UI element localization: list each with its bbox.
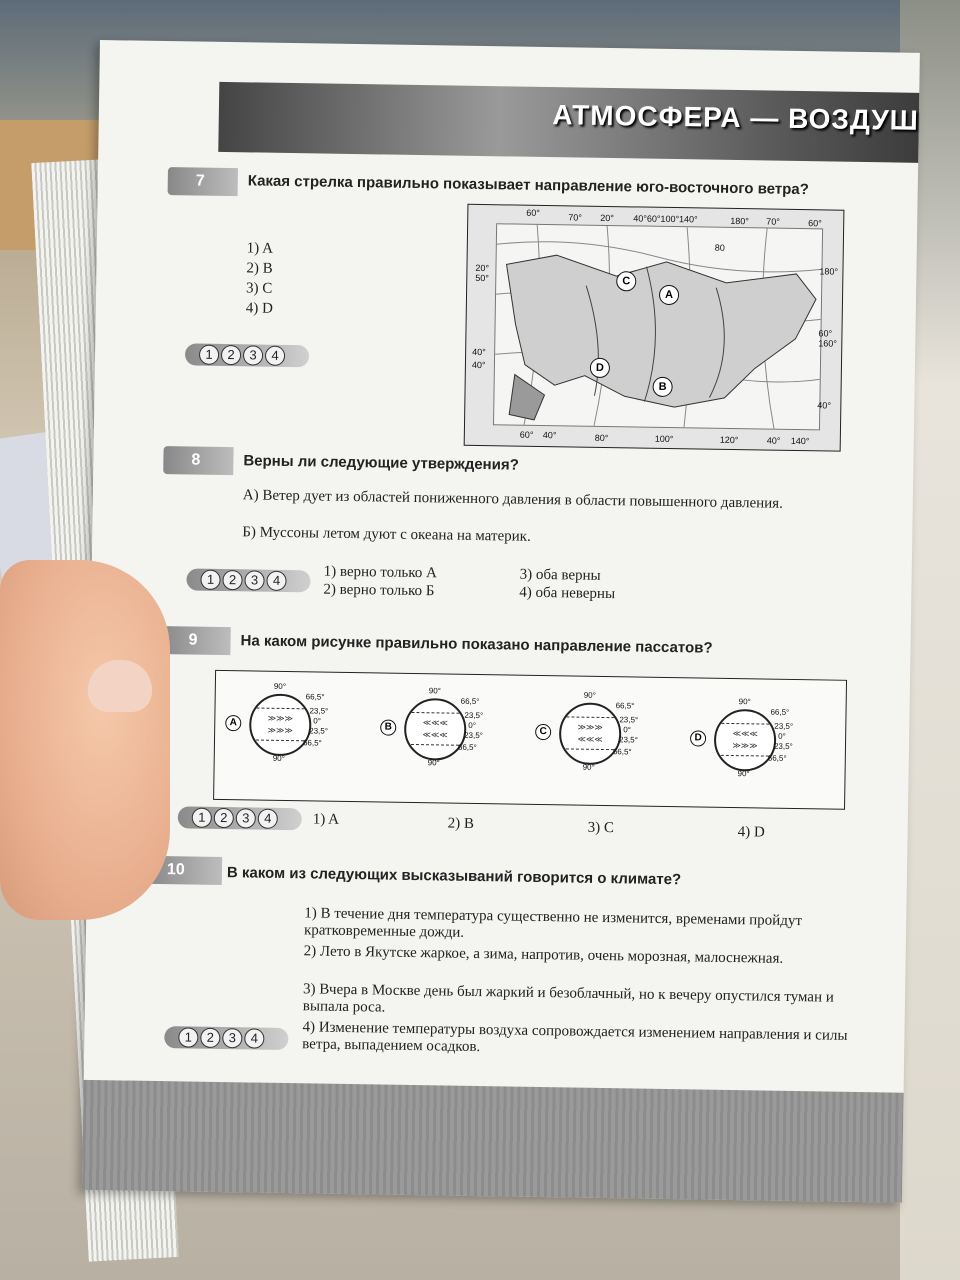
option: 3) C xyxy=(587,819,615,837)
globe-d: ≪≪≪ ≫≫≫ xyxy=(714,709,777,772)
globe-label: 23,5° xyxy=(774,721,794,731)
map-label: 80° xyxy=(594,432,609,444)
answer-option-1[interactable]: 1 xyxy=(192,808,212,828)
globe-label: 66,5° xyxy=(770,707,790,717)
option: 3) C xyxy=(245,280,273,297)
answer-selector[interactable] xyxy=(185,343,309,367)
map-label: 40°60°100°140° xyxy=(633,213,698,225)
option: 2) B xyxy=(246,260,273,277)
map-label: 60° xyxy=(519,429,534,440)
answer-option-3[interactable]: 3 xyxy=(236,808,256,828)
globe-label: 0° xyxy=(468,720,477,730)
globe-label: 0° xyxy=(313,716,322,726)
answer-option-1[interactable]: 1 xyxy=(200,570,220,590)
page-bottom-shadow xyxy=(82,1080,904,1203)
globe-label: 66,5° xyxy=(305,692,325,702)
map-label: 70° xyxy=(568,212,582,223)
answer-option-4[interactable]: 4 xyxy=(265,346,285,366)
map-marker-a: A xyxy=(659,285,679,305)
map-label: 40° xyxy=(471,359,486,371)
globe-label: 90° xyxy=(582,762,595,772)
globe-label: 66,5° xyxy=(457,742,477,753)
globe-label: 0° xyxy=(778,731,786,741)
map-label: 20° xyxy=(475,262,490,274)
page-header xyxy=(218,82,919,163)
globe-figure-d xyxy=(689,686,841,816)
globe-a: ≫≫≫ ≫≫≫ xyxy=(249,693,312,756)
globe-b: ≪≪≪ ≪≪≪ xyxy=(404,698,467,761)
question-number: 10 xyxy=(166,861,185,879)
answer-option-2[interactable]: 2 xyxy=(222,570,242,590)
globe-label: 23,5° xyxy=(309,706,329,716)
globe-letter: B xyxy=(380,719,396,735)
map-marker-b: B xyxy=(652,377,672,397)
option: 1) верно только А xyxy=(323,563,438,582)
map-marker-c: C xyxy=(616,271,636,291)
map-label: 40° xyxy=(817,400,832,411)
option: 3) оба верны xyxy=(519,566,601,584)
map-label: 180° xyxy=(730,215,749,227)
map-label: 40° xyxy=(766,435,781,446)
map-label: 60° xyxy=(818,328,833,339)
map-label: 100° xyxy=(654,433,674,445)
answer-option-2[interactable]: 2 xyxy=(221,345,241,365)
question-number: 9 xyxy=(188,631,198,649)
map-label: 40° xyxy=(472,346,486,358)
globe-letter: C xyxy=(535,724,551,740)
map-label: 80 xyxy=(714,242,725,253)
map-label: 120° xyxy=(719,434,739,446)
map-label: 140° xyxy=(790,435,810,447)
map-figure xyxy=(464,204,845,452)
globe-label: 90° xyxy=(428,686,441,696)
answer-option-4[interactable]: 4 xyxy=(258,809,278,829)
globe-label: 90° xyxy=(737,769,750,779)
workbook-page xyxy=(82,40,920,1203)
globe-label: 23,5° xyxy=(619,735,638,745)
globe-label: 90° xyxy=(273,681,287,692)
globe-label: 66,5° xyxy=(615,701,635,711)
answer-selector[interactable] xyxy=(164,1026,288,1050)
option: 1) A xyxy=(246,240,274,257)
map-label: 160° xyxy=(818,338,838,349)
option: 4) D xyxy=(737,824,765,841)
map-label: 180° xyxy=(819,266,839,277)
answer-option-1[interactable]: 1 xyxy=(178,1027,198,1047)
statement-a: А) Ветер дует из областей пониженного давления в области повышенного давления. xyxy=(242,487,784,512)
map-label: 20° xyxy=(600,212,614,224)
globe-label: 23,5° xyxy=(309,726,329,736)
globe-label: 90° xyxy=(427,758,440,768)
answer-option-4[interactable]: 4 xyxy=(266,571,286,591)
map-marker-d: D xyxy=(590,358,610,378)
option: 2) верно только Б xyxy=(323,581,435,600)
answer-option-1[interactable]: 1 xyxy=(199,345,219,365)
globe-label: 0° xyxy=(623,725,631,735)
map-label: 60° xyxy=(808,218,822,229)
globe-letter: A xyxy=(225,715,241,731)
globe-c: ≫≫≫ ≪≪≪ xyxy=(559,702,622,765)
answer-option-3[interactable]: 3 xyxy=(244,570,264,590)
map-label: 40° xyxy=(542,430,557,441)
thumbnail xyxy=(88,660,152,712)
globe-label: 66,5° xyxy=(302,738,322,748)
globe-label: 90° xyxy=(738,697,751,707)
question-text: Верны ли следующие утверждения? xyxy=(243,452,519,474)
globe-label: 90° xyxy=(272,753,285,763)
page-title: АТМОСФЕРА — ВОЗДУШ xyxy=(552,99,920,136)
map-label: 50° xyxy=(475,272,490,284)
option: 1) В течение дня температура существенно не изменится, временами пройдут кратковременные дожди. xyxy=(303,905,803,941)
map-area xyxy=(493,223,823,430)
answer-option-2[interactable]: 2 xyxy=(214,808,234,828)
question-number: 7 xyxy=(195,172,205,190)
question-text: Какая стрелка правильно показывает направление юго-восточного ветра? xyxy=(247,172,809,199)
option: 4) оба неверны xyxy=(519,584,616,603)
option: 1) A xyxy=(312,811,340,828)
globe-label: 66,5° xyxy=(460,696,480,707)
answer-option-3[interactable]: 3 xyxy=(243,345,263,365)
globe-label: 23,5° xyxy=(464,730,483,741)
globe-figure-b xyxy=(379,675,531,805)
globe-label: 23,5° xyxy=(773,741,793,751)
globes-figure xyxy=(213,670,847,810)
globe-figure-c xyxy=(534,680,686,810)
map-drawing xyxy=(494,224,822,429)
option: 4) Изменение температуры воздуха сопровождается изменением направления и силы ветра, выпадением осадков. xyxy=(302,1019,848,1056)
question-text: В каком из следующих высказываний говорится о климате? xyxy=(226,864,682,889)
answer-option-4[interactable]: 4 xyxy=(244,1028,264,1048)
question-text: На каком рисунке правильно показано направление пассатов? xyxy=(240,632,713,657)
answer-selector[interactable] xyxy=(186,568,310,592)
option: 2) B xyxy=(447,815,475,832)
globe-label: 23,5° xyxy=(464,710,484,721)
option: 2) Лето в Якутске жаркое, а зима, напротив, очень морозная, малоснежная. xyxy=(303,943,784,967)
option: 3) Вчера в Москве день был жаркий и безоблачный, но к вечеру опустился туман и выпала роса. xyxy=(302,981,834,1016)
hand xyxy=(0,560,170,920)
answer-selector[interactable] xyxy=(178,806,302,830)
globe-label: 90° xyxy=(583,690,596,700)
option: 4) D xyxy=(245,300,274,317)
answer-option-2[interactable]: 2 xyxy=(200,1028,220,1048)
map-label: 60° xyxy=(526,207,541,218)
statement-b: Б) Муссоны летом дуют с океана на материк. xyxy=(242,524,531,545)
globe-letter: D xyxy=(690,730,706,746)
globe-figure-a xyxy=(224,671,376,801)
globe-label: 66,5° xyxy=(767,753,787,763)
answer-option-3[interactable]: 3 xyxy=(222,1028,242,1048)
map-label: 70° xyxy=(766,216,780,227)
globe-label: 23,5° xyxy=(619,715,639,725)
question-number: 8 xyxy=(191,451,201,469)
globe-label: 66,5° xyxy=(612,747,632,757)
